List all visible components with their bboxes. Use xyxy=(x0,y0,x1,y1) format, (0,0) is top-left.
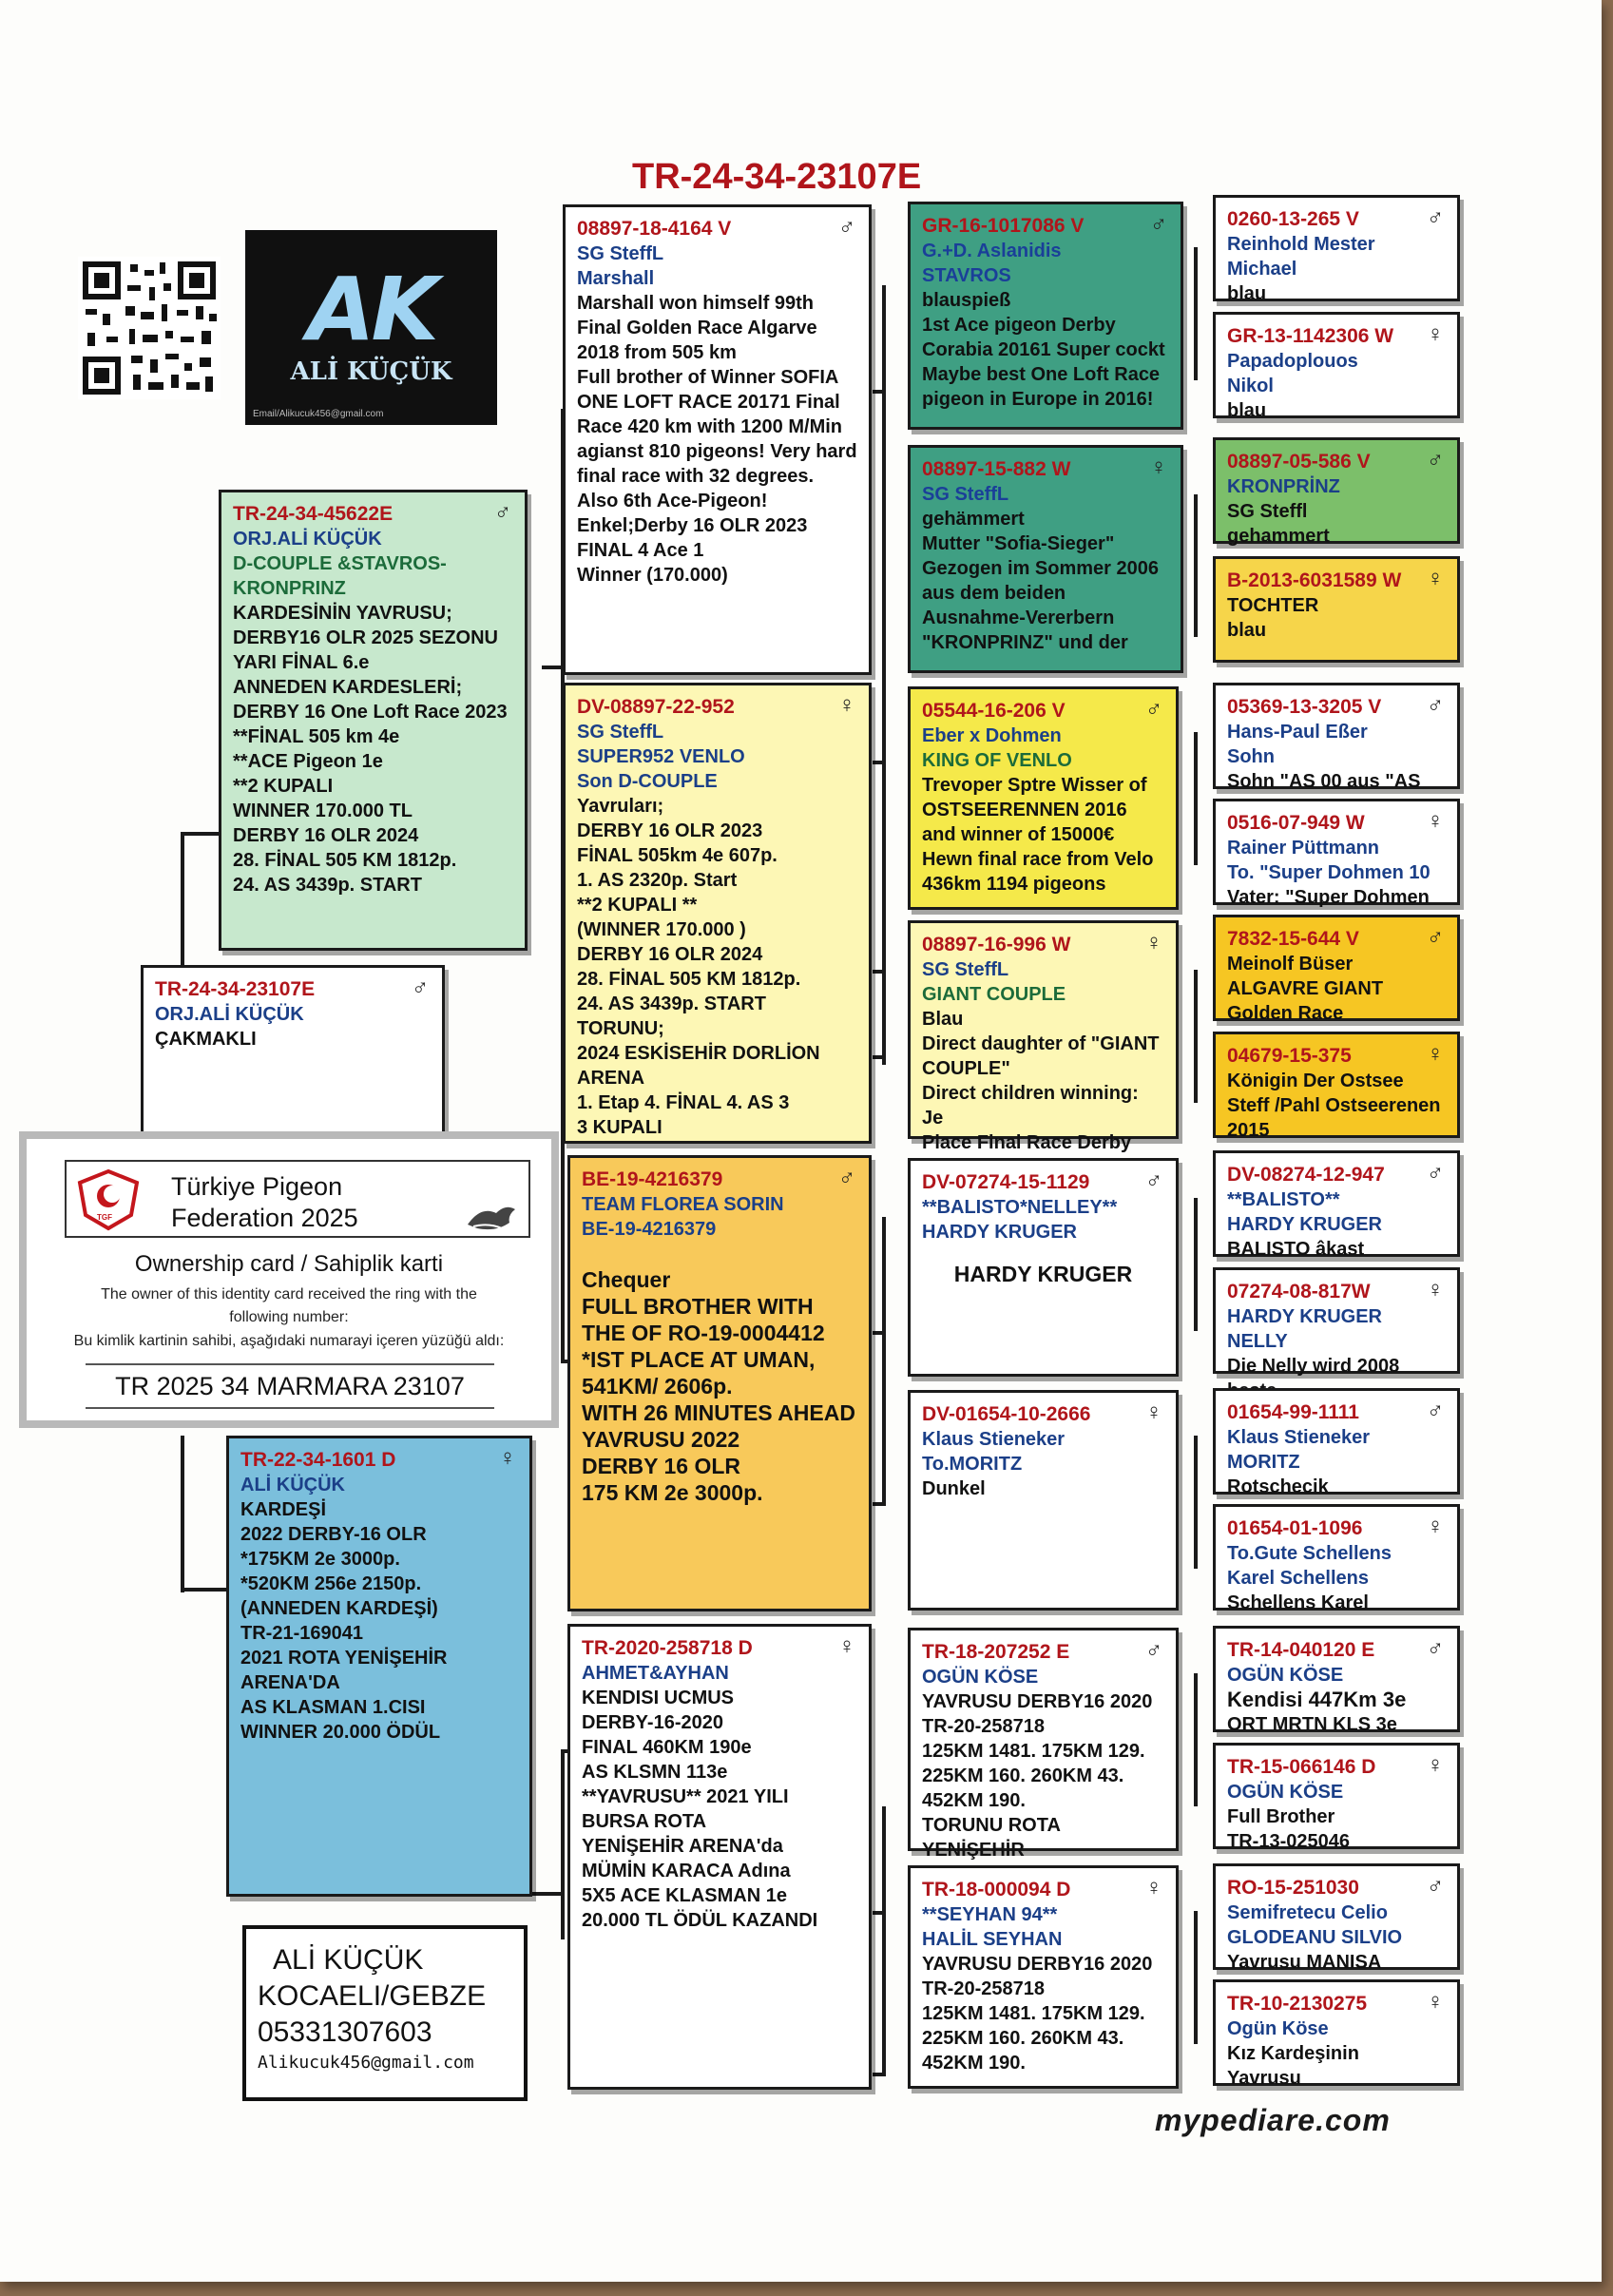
gen2-line: Son D-COUPLE xyxy=(577,771,718,792)
website-footer: mypediare.com xyxy=(1155,2103,1391,2137)
male-symbol-icon: ♂ xyxy=(412,974,429,1000)
gen3-text: "KRONPRINZ" und der xyxy=(922,632,1128,653)
gen4-text: Golden Race xyxy=(1227,1003,1344,1024)
owner-contact xyxy=(242,1925,528,2101)
subject-text: ÇAKMAKLI xyxy=(155,1029,257,1050)
male-symbol-icon: ♂ xyxy=(1427,1873,1444,1899)
gen4-ring: TR-15-066146 D xyxy=(1227,1756,1376,1778)
gen3-text: TORUNU ROTA YENİŞEHİR xyxy=(922,1815,1061,1861)
gen4-card-16[interactable] xyxy=(1213,1979,1460,2089)
gen2-text: YAVRUSU 2022 xyxy=(582,1427,740,1452)
logo-letters: AK xyxy=(307,259,435,360)
gen2-text: Marshall won himself 99th Final Golden Race Algarve 2018 from 505 km xyxy=(577,293,817,363)
gen4-line: Michael xyxy=(1227,259,1297,280)
gen4-card-7[interactable] xyxy=(1213,915,1460,1024)
subject-card[interactable] xyxy=(141,965,445,1146)
owner-city: KOCAELI/GEBZE xyxy=(258,1980,487,2012)
gen4-text: Die Nelly wird 2008 xyxy=(1227,1356,1400,1377)
gen4-card-10[interactable] xyxy=(1213,1267,1460,1377)
female-symbol-icon: ♀ xyxy=(1145,1875,1162,1900)
gen2-text: 1. AS 2320p. Start xyxy=(577,870,738,891)
dam-text: *520KM 256e 2150p. xyxy=(240,1573,422,1594)
gen4-ring: RO-15-251030 xyxy=(1227,1877,1359,1899)
gen2-line: TEAM FLOREA SORIN xyxy=(582,1194,784,1215)
gen4-line: To. "Super Dohmen 10 xyxy=(1227,862,1431,883)
gen4-card-4[interactable] xyxy=(1213,556,1460,663)
female-symbol-icon: ♀ xyxy=(1150,454,1167,480)
gen3-text: 1st Ace pigeon Derby Corabia 20161 Super cockt xyxy=(922,315,1165,360)
gen2-line: SUPER952 VENLO xyxy=(577,746,745,767)
gen3-ring: TR-18-207252 E xyxy=(922,1641,1070,1663)
gen4-line: NELLY xyxy=(1227,1331,1288,1352)
dam-text: AS KLASMAN 1.CISI xyxy=(240,1697,426,1718)
female-symbol-icon: ♀ xyxy=(1427,1752,1444,1778)
dam-text: KARDEŞİ xyxy=(240,1499,327,1520)
gen3-text: Ausnahme-Vererbern xyxy=(922,608,1115,628)
gen3-text: TR-20-258718 xyxy=(922,1716,1045,1737)
gen2-text: 24. AS 3439p. START xyxy=(577,994,766,1014)
gen4-card-5[interactable] xyxy=(1213,683,1460,792)
gen4-ring: 07274-08-817W xyxy=(1227,1281,1371,1302)
male-symbol-icon: ♂ xyxy=(1427,924,1444,950)
gen4-line: HARDY KRUGER xyxy=(1227,1214,1382,1235)
gen4-text: blau xyxy=(1227,400,1267,421)
sire-text: **ACE Pigeon 1e xyxy=(233,751,383,772)
ak-logo xyxy=(245,230,497,425)
owner-name: ALİ KÜÇÜK xyxy=(273,1944,424,1976)
sire-text: WINNER 170.000 TL xyxy=(233,801,413,821)
gen4-line: Nikol xyxy=(1227,376,1274,396)
gen3-text: TR-20-258718 xyxy=(922,1978,1045,1999)
gen3-text xyxy=(922,1244,1164,1262)
gen2-text: **YAVRUSU** 2021 YILI BURSA ROTA xyxy=(582,1786,789,1832)
gen3-text: Blau xyxy=(922,1009,964,1030)
gen4-text: Kendisi 447Km 3e xyxy=(1227,1688,1407,1711)
gen4-text: ALGAVRE GIANT xyxy=(1227,978,1384,999)
gen3-text: 125KM 1481. 175KM 129. xyxy=(922,1741,1145,1762)
male-symbol-icon: ♂ xyxy=(1145,1637,1162,1663)
gen4-text: Vater: "Super Dohmen xyxy=(1227,887,1430,908)
female-symbol-icon: ♀ xyxy=(1427,1041,1444,1067)
gen2-text: Full brother of Winner SOFIA ONE LOFT RACE 20171 Final Race 420 km with 1200 M/Min agianst 810 pigeons! Very hard final race with 32 degrees. xyxy=(577,367,857,487)
gen3-line: GIANT COUPLE xyxy=(922,984,1066,1005)
gen4-text: gehammert xyxy=(1227,526,1330,547)
sire-text: ANNEDEN KARDESLERİ; xyxy=(233,677,463,698)
federation-header xyxy=(65,1160,530,1238)
gen2-text: TORUNU; xyxy=(577,1018,664,1039)
gen3-text: Mutter "Sofia-Sieger" xyxy=(922,533,1115,554)
gen2-text: DERBY 16 OLR 2023 xyxy=(577,820,763,841)
gen4-card-14[interactable] xyxy=(1213,1743,1460,1852)
gen3-card-3[interactable] xyxy=(908,686,1179,910)
gen3-line: **SEYHAN 94** xyxy=(922,1904,1058,1925)
gen2-text xyxy=(582,1242,857,1266)
sire-ring: TR-24-34-45622E xyxy=(233,503,394,525)
gen4-text: Steff /Pahl Ostseerenen xyxy=(1227,1095,1441,1116)
gen3-card-2[interactable] xyxy=(908,445,1183,673)
gen4-text: Kız Kardeşinin xyxy=(1227,2043,1359,2064)
dam-text: WINNER 20.000 ÖDÜL xyxy=(240,1722,441,1743)
gen2-line: SG SteffL xyxy=(577,243,664,264)
gen2-text: Enkel;Derby 16 OLR 2023 xyxy=(577,515,808,536)
sire-text: 28. FİNAL 505 KM 1812p. xyxy=(233,850,457,871)
gen4-card-2[interactable] xyxy=(1213,312,1460,421)
gen3-ring: 08897-15-882 W xyxy=(922,458,1071,480)
logo-name: ALİ KÜÇÜK xyxy=(290,357,452,386)
gen3-ring: DV-07274-15-1129 xyxy=(922,1171,1090,1193)
gen4-card-11[interactable] xyxy=(1213,1388,1460,1495)
gen4-text: TR-13-025046 xyxy=(1227,1831,1350,1852)
male-symbol-icon: ♂ xyxy=(838,1165,855,1190)
dam-text: (ANNEDEN KARDEŞİ) xyxy=(240,1598,438,1619)
gen4-card-1[interactable] xyxy=(1213,195,1460,304)
gen2-text: Also 6th Ace-Pigeon! xyxy=(577,491,768,511)
gen3-ring: TR-18-000094 D xyxy=(922,1879,1071,1900)
male-symbol-icon: ♂ xyxy=(1427,692,1444,718)
gen4-text: Königin Der Ostsee xyxy=(1227,1071,1404,1091)
gen4-ring: B-2013-6031589 W xyxy=(1227,569,1402,591)
pigeon-icon xyxy=(464,1202,519,1234)
gen4-ring: 0516-07-949 W xyxy=(1227,812,1365,834)
female-symbol-icon: ♀ xyxy=(1427,1514,1444,1539)
gen3-line: G.+D. Aslanidis xyxy=(922,241,1062,261)
gen2-text: FINAL 460KM 190e xyxy=(582,1737,752,1758)
gen2-text: DERBY 16 OLR 2024 xyxy=(577,944,763,965)
gen4-line: GLODEANU SILVIO xyxy=(1227,1927,1403,1948)
card-ring-number: TR 2025 34 MARMARA 23107 xyxy=(86,1363,494,1409)
gen2-text: ARENA xyxy=(577,1068,645,1089)
gen2-text: 2024 ESKİSEHİR DORLİON xyxy=(577,1043,820,1064)
gen3-ring: 05544-16-206 V xyxy=(922,700,1066,722)
gen3-line: KING OF VENLO xyxy=(922,750,1072,771)
gen4-line: HARDY KRUGER xyxy=(1227,1306,1382,1327)
male-symbol-icon: ♂ xyxy=(1427,1160,1444,1186)
gen2-card-4[interactable] xyxy=(567,1624,872,2090)
subject-ring: TR-24-34-23107E xyxy=(155,978,316,1000)
gen2-text: 5X5 ACE KLASMAN 1e xyxy=(582,1885,787,1906)
gen4-text: TOCHTER xyxy=(1227,595,1319,616)
gen4-card-9[interactable] xyxy=(1213,1150,1460,1260)
gen3-text: 125KM 1481. 175KM 129. xyxy=(922,2003,1145,2024)
gen4-text: Yavrusu MANISA xyxy=(1227,1952,1382,1973)
gen3-card-5[interactable] xyxy=(908,1158,1179,1377)
gen3-card-7[interactable] xyxy=(908,1628,1179,1861)
gen3-line: Eber x Dohmen xyxy=(922,725,1062,746)
gen4-text: ORT MRTN KLS 3e xyxy=(1227,1714,1397,1735)
gen4-text: Full Brother xyxy=(1227,1806,1335,1827)
gen4-text: blau xyxy=(1227,620,1267,641)
gen3-text: HARDY KRUGER xyxy=(953,1262,1133,1286)
dam-text: 2021 ROTA YENİŞEHİR xyxy=(240,1648,448,1669)
female-symbol-icon: ♀ xyxy=(1427,321,1444,347)
gen4-text: Schellens Karel xyxy=(1227,1592,1369,1613)
gen4-ring: 08897-05-586 V xyxy=(1227,451,1371,473)
male-symbol-icon: ♂ xyxy=(494,499,511,525)
gen4-line: OGÜN KÖSE xyxy=(1227,1665,1344,1686)
gen3-card-1[interactable] xyxy=(908,202,1183,430)
gen4-text: BALISTO âkast xyxy=(1227,1239,1365,1260)
gen3-text: 436km 1194 pigeons xyxy=(922,874,1106,895)
gen3-text: 225KM 160. 260KM 43. xyxy=(922,1765,1124,1786)
sire-text: KARDESİNİN YAVRUSU; xyxy=(233,603,452,624)
gen4-card-13[interactable] xyxy=(1213,1626,1460,1735)
gen3-text: Gezogen im Sommer 2006 aus dem beiden xyxy=(922,558,1159,604)
gen2-text: Yavruları; xyxy=(577,796,664,817)
gen2-text: AS KLSMN 113e xyxy=(582,1762,728,1783)
gen3-line: Klaus Stieneker xyxy=(922,1429,1066,1450)
sire-text: YARI FİNAL 6.e xyxy=(233,652,370,673)
dam-line: ALİ KÜÇÜK xyxy=(240,1475,345,1495)
gen4-text: blau xyxy=(1227,283,1267,304)
gen2-card-2[interactable] xyxy=(563,683,872,1144)
dam-card[interactable] xyxy=(226,1436,532,1897)
gen3-text: Hewn final race from Velo xyxy=(922,849,1154,870)
gen3-text: Direct children winning: Je xyxy=(922,1083,1139,1129)
federation-name: Türkiye Pigeon Federation 2025 xyxy=(171,1172,358,1232)
gen2-text: Winner (170.000) xyxy=(577,565,728,586)
gen4-ring: TR-10-2130275 xyxy=(1227,1993,1368,2015)
federation-logo-icon xyxy=(74,1167,143,1232)
gen4-line: To.Gute Schellens xyxy=(1227,1543,1392,1564)
gen4-ring: GR-13-1142306 W xyxy=(1227,325,1394,347)
gen4-line: Hans-Paul Eßer xyxy=(1227,722,1368,743)
gen3-ring: GR-16-1017086 V xyxy=(922,215,1085,237)
gen2-text: WITH 26 MINUTES AHEAD xyxy=(582,1400,855,1425)
gen4-text: SG Steffl xyxy=(1227,501,1308,522)
gen4-ring: TR-14-040120 E xyxy=(1227,1639,1375,1661)
male-symbol-icon: ♂ xyxy=(1150,211,1167,237)
gen4-ring: 04679-15-375 xyxy=(1227,1045,1352,1067)
gen4-line: Reinhold Mester xyxy=(1227,234,1375,255)
pedigree-title: TR-24-34-23107E xyxy=(632,157,922,197)
gen2-text: DERBY 16 OLR xyxy=(582,1454,741,1478)
gen3-line: STAVROS xyxy=(922,265,1011,286)
sire-line: ORJ.ALİ KÜÇÜK xyxy=(233,529,382,550)
gen3-ring: DV-01654-10-2666 xyxy=(922,1403,1091,1425)
gen4-card-8[interactable] xyxy=(1213,1032,1460,1141)
gen4-ring: 01654-99-1111 xyxy=(1227,1401,1359,1423)
gen3-card-8[interactable] xyxy=(908,1865,1179,2089)
gen2-text: Chequer xyxy=(582,1267,671,1292)
gen2-text: 1. Etap 4. FİNAL 4. AS 3 xyxy=(577,1092,790,1113)
male-symbol-icon: ♂ xyxy=(1427,1398,1444,1423)
gen4-line: OGÜN KÖSE xyxy=(1227,1782,1344,1803)
female-symbol-icon: ♀ xyxy=(499,1445,516,1471)
gen4-text: Rotschecik xyxy=(1227,1476,1329,1497)
gen2-ring: 08897-18-4164 V xyxy=(577,218,732,240)
sire-card[interactable] xyxy=(219,490,528,951)
gen3-text: gehämmert xyxy=(922,509,1025,530)
gen4-line: Klaus Stieneker xyxy=(1227,1427,1371,1448)
owner-email: Alikucuk456@gmail.com xyxy=(258,2053,474,2073)
card-text-en: The owner of this identity card received the ring with the following number: xyxy=(101,1286,477,1325)
dam-text: TR-21-169041 xyxy=(240,1623,363,1644)
gen2-line: Marshall xyxy=(577,268,655,289)
female-symbol-icon: ♀ xyxy=(1427,1277,1444,1302)
gen2-text: **2 KUPALI ** xyxy=(577,895,698,916)
gen4-text: Sohn "AS 00 aus "AS xyxy=(1227,771,1421,792)
gen3-text: 452KM 190. xyxy=(922,1790,1026,1811)
sire-text: **2 KUPALI xyxy=(233,776,334,797)
gen3-line: HALİL SEYHAN xyxy=(922,1929,1063,1950)
gen2-line: SG SteffL xyxy=(577,722,664,743)
gen3-text: YAVRUSU DERBY16 2020 xyxy=(922,1691,1153,1712)
sire-line: D-COUPLE &STAVROS- xyxy=(233,553,447,574)
sire-text: DERBY 16 One Loft Race 2023 xyxy=(233,702,508,723)
gen4-line: **BALISTO** xyxy=(1227,1189,1340,1210)
gen3-text: blauspieß xyxy=(922,290,1011,311)
sire-text: 24. AS 3439p. START xyxy=(233,875,422,896)
gen2-text: *IST PLACE AT UMAN, 541KM/ 2606p. xyxy=(582,1347,816,1399)
gen4-card-6[interactable] xyxy=(1213,799,1460,908)
gen4-ring: 05369-13-3205 V xyxy=(1227,696,1382,718)
gen2-text: MÜMİN KARACA Adına xyxy=(582,1861,791,1881)
sire-line: KRONPRINZ xyxy=(233,578,346,599)
card-text-tr: Bu kimlik kartinin sahibi, aşağıdaki numarayi içeren yüzüğü aldı: xyxy=(73,1333,505,1349)
male-symbol-icon: ♂ xyxy=(1145,696,1162,722)
gen4-card-15[interactable] xyxy=(1213,1863,1460,1973)
gen4-ring: DV-08274-12-947 xyxy=(1227,1164,1385,1186)
dam-text: ARENA'DA xyxy=(240,1672,340,1693)
gen4-line: Karel Schellens xyxy=(1227,1568,1369,1589)
gen4-card-12[interactable] xyxy=(1213,1504,1460,1611)
male-symbol-icon: ♂ xyxy=(1145,1167,1162,1193)
gen4-ring: 0260-13-265 V xyxy=(1227,208,1359,230)
gen2-card-1[interactable] xyxy=(563,204,872,675)
gen3-ring: 08897-16-996 W xyxy=(922,934,1071,955)
gen4-ring: 7832-15-644 V xyxy=(1227,928,1359,950)
male-symbol-icon: ♂ xyxy=(1427,204,1444,230)
gen3-text: Trevoper Sptre Wisser of xyxy=(922,775,1147,796)
ownership-card xyxy=(19,1131,559,1428)
gen4-line: MORITZ xyxy=(1227,1452,1300,1473)
gen2-ring: TR-2020-258718 D xyxy=(582,1637,753,1659)
gen4-text: 2015 xyxy=(1227,1120,1270,1141)
logo-email: Email/Alikucuk456@gmail.com xyxy=(253,409,384,419)
female-symbol-icon: ♀ xyxy=(1427,1989,1444,2015)
gen4-line: Semifretecu Celio xyxy=(1227,1902,1388,1923)
gen2-text: YENİŞEHİR ARENA'da xyxy=(582,1836,783,1857)
qr-code xyxy=(78,257,221,399)
female-symbol-icon: ♀ xyxy=(1427,566,1444,591)
gen3-text: Place Final Race Derby xyxy=(922,1132,1132,1153)
sire-text: DERBY16 OLR 2025 SEZONU xyxy=(233,627,498,648)
gen4-line: Rainer Püttmann xyxy=(1227,838,1380,859)
gen2-text: FİNAL 505km 4e 607p. xyxy=(577,845,778,866)
gen4-text: Yavrusu xyxy=(1227,2068,1301,2089)
card-heading: Ownership card / Sahiplik karti xyxy=(134,1251,444,1277)
gen3-card-6[interactable] xyxy=(908,1390,1179,1611)
male-symbol-icon: ♂ xyxy=(838,214,855,240)
gen2-line: AHMET&AYHAN xyxy=(582,1663,729,1684)
dam-text: 2022 DERBY-16 OLR xyxy=(240,1524,427,1545)
gen2-text: FINAL 4 Ace 1 xyxy=(577,540,704,561)
gen3-line: OGÜN KÖSE xyxy=(922,1667,1039,1688)
gen2-text: FULL BROTHER WITH THE OF RO-19-0004412 xyxy=(582,1294,825,1345)
gen3-text: YAVRUSU DERBY16 2020 xyxy=(922,1954,1153,1975)
dam-ring: TR-22-34-1601 D xyxy=(240,1449,396,1471)
owner-phone: 05331307603 xyxy=(258,2016,432,2048)
female-symbol-icon: ♀ xyxy=(838,692,855,718)
gen3-text: Maybe best One Loft Race pigeon in Europe in 2016! xyxy=(922,364,1161,410)
gen3-line: SG SteffL xyxy=(922,484,1009,505)
male-symbol-icon: ♂ xyxy=(1427,447,1444,473)
gen2-text: 28. FİNAL 505 KM 1812p. xyxy=(577,969,801,990)
gen3-line: **BALISTO*NELLEY** xyxy=(922,1197,1118,1218)
gen4-ring: 01654-01-1096 xyxy=(1227,1517,1363,1539)
gen2-ring: BE-19-4216379 xyxy=(582,1168,723,1190)
gen3-text: Direct daughter of "GIANT COUPLE" xyxy=(922,1033,1160,1079)
gen4-card-3[interactable] xyxy=(1213,437,1460,547)
gen3-text: 452KM 190. xyxy=(922,2053,1026,2074)
gen4-text: Meinolf Büser xyxy=(1227,954,1354,974)
gen4-line: Papadoplouos xyxy=(1227,351,1358,372)
gen3-text: OSTSEERENNEN 2016 and winner of 15000€ xyxy=(922,800,1127,845)
sire-text: DERBY 16 OLR 2024 xyxy=(233,825,419,846)
female-symbol-icon: ♀ xyxy=(838,1633,855,1659)
female-symbol-icon: ♀ xyxy=(1427,808,1444,834)
gen4-line: KRONPRİNZ xyxy=(1227,476,1340,497)
gen3-line: To.MORITZ xyxy=(922,1454,1023,1475)
gen3-text: Dunkel xyxy=(922,1478,986,1499)
gen2-ring: DV-08897-22-952 xyxy=(577,696,735,718)
gen3-line: SG SteffL xyxy=(922,959,1009,980)
gen3-card-4[interactable] xyxy=(908,920,1179,1153)
female-symbol-icon: ♀ xyxy=(1145,930,1162,955)
male-symbol-icon: ♂ xyxy=(1427,1635,1444,1661)
gen2-text: (WINNER 170.000 ) xyxy=(577,919,746,940)
sire-text: **FİNAL 505 km 4e xyxy=(233,726,400,747)
gen2-text: KENDISI UCMUS xyxy=(582,1688,735,1708)
female-symbol-icon: ♀ xyxy=(1145,1399,1162,1425)
gen2-line: BE-19-4216379 xyxy=(582,1219,717,1240)
gen2-text: DERBY-16-2020 xyxy=(582,1712,723,1733)
subject-line: ORJ.ALİ KÜÇÜK xyxy=(155,1004,304,1025)
gen3-text: 225KM 160. 260KM 43. xyxy=(922,2028,1124,2049)
gen2-text: 3 KUPALI xyxy=(577,1117,662,1138)
gen3-line: HARDY KRUGER xyxy=(922,1222,1077,1243)
gen4-line: Ogün Köse xyxy=(1227,2018,1329,2039)
gen2-text: 175 KM 2e 3000p. xyxy=(582,1480,763,1505)
gen2-text: 20.000 TL ÖDÜL KAZANDI xyxy=(582,1910,818,1931)
gen2-card-3[interactable] xyxy=(567,1155,872,1611)
federation-logo-text: TGF xyxy=(97,1213,112,1222)
dam-text: *175KM 2e 3000p. xyxy=(240,1549,400,1570)
gen4-line: Sohn xyxy=(1227,746,1275,767)
